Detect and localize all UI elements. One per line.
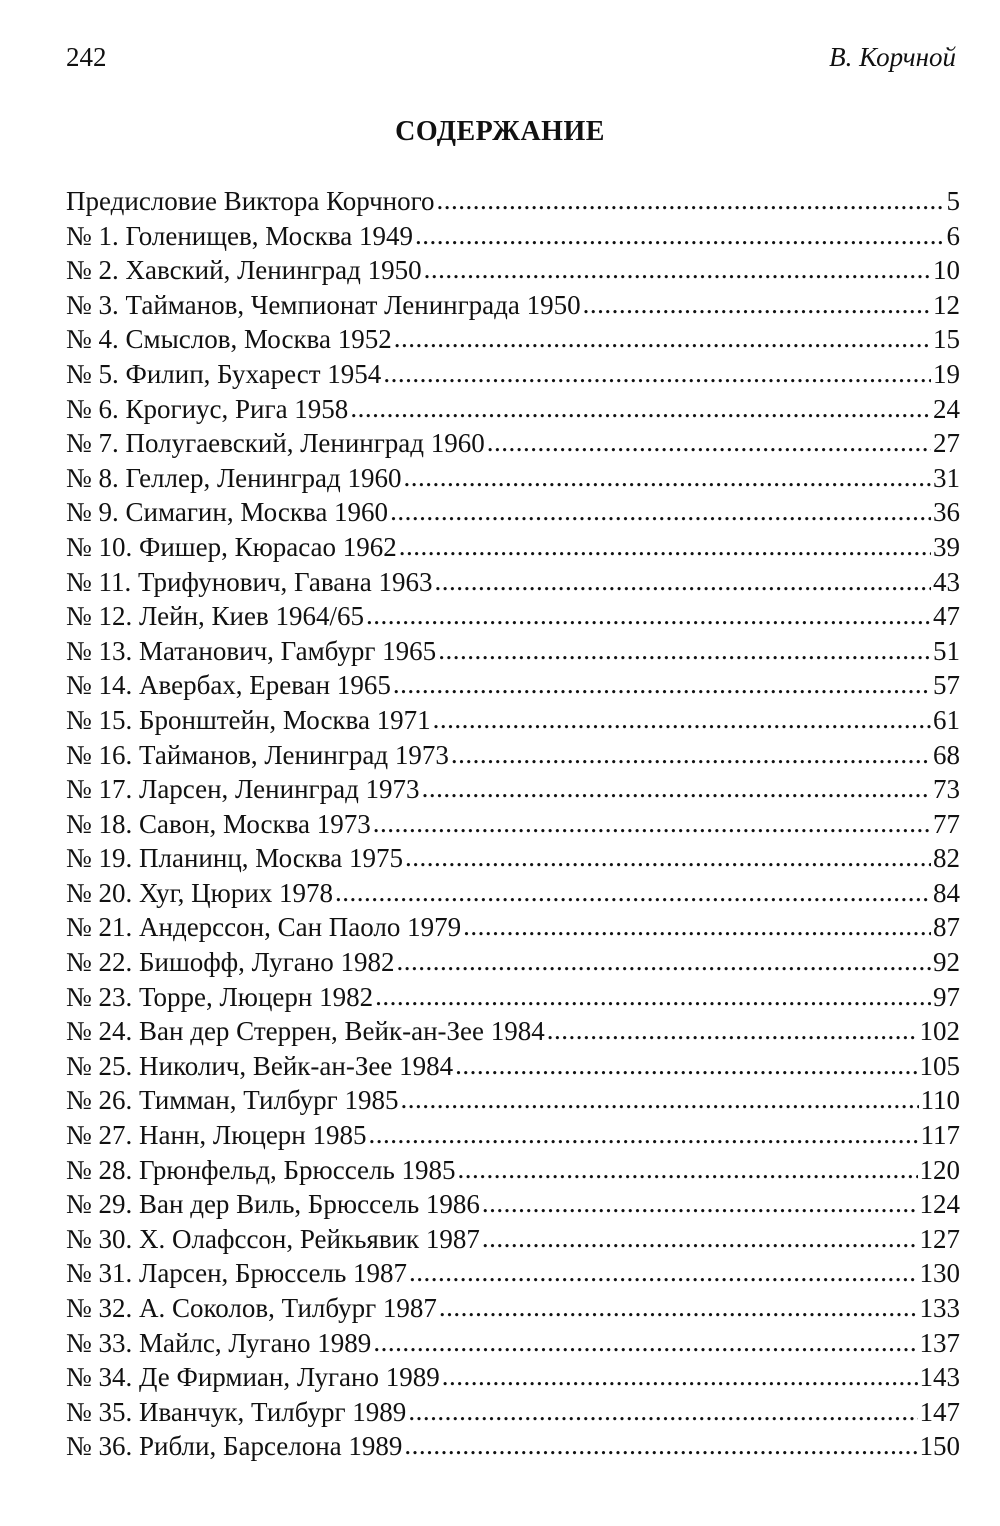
toc-entry-title: № 1. Голенищев, Москва 1949 <box>66 220 414 251</box>
dot-leader <box>390 494 931 529</box>
toc-entry[interactable] <box>66 1153 960 1188</box>
dot-leader <box>375 979 931 1014</box>
toc-entry-page: 110 <box>920 1085 960 1116</box>
toc-entry[interactable] <box>66 184 960 219</box>
toc-entry-page: 15 <box>933 324 960 355</box>
dot-leader <box>437 183 945 218</box>
toc-entry-title: № 34. Де Фирмиан, Лугано 1989 <box>66 1362 440 1393</box>
running-head-author: В. Корчной <box>829 42 956 72</box>
toc-entry-page: 24 <box>933 393 960 424</box>
toc-entry-title: № 9. Симагин, Москва 1960 <box>66 497 389 528</box>
toc-entry[interactable] <box>66 841 960 876</box>
toc-entry-title: № 26. Тимман, Тилбург 1985 <box>66 1085 399 1116</box>
toc-entry[interactable] <box>66 738 960 773</box>
dot-leader <box>383 356 931 391</box>
toc-heading: СОДЕРЖАНИЕ <box>395 116 605 147</box>
toc-entry-page: 150 <box>919 1431 960 1462</box>
toc-entry-title: № 35. Иванчук, Тилбург 1989 <box>66 1396 407 1427</box>
dot-leader <box>463 909 931 944</box>
toc-entry-page: 130 <box>919 1258 960 1289</box>
toc-entry[interactable] <box>66 1326 960 1361</box>
dot-leader <box>583 287 931 322</box>
toc-entry-page: 84 <box>933 877 960 908</box>
toc-entry[interactable] <box>66 599 960 634</box>
toc-entry-title: № 14. Авербах, Ереван 1965 <box>66 670 391 701</box>
toc-entry-title: № 8. Геллер, Ленинград 1960 <box>66 462 402 493</box>
toc-entry-page: 147 <box>919 1396 960 1427</box>
toc-entry-page: 105 <box>919 1050 960 1081</box>
toc-entry[interactable] <box>66 1083 960 1118</box>
toc-entry[interactable] <box>66 288 960 323</box>
dot-leader <box>400 1082 918 1117</box>
toc-entry-title: № 20. Хуг, Цюрих 1978 <box>66 877 334 908</box>
toc-entry[interactable] <box>66 668 960 703</box>
toc-entry-title: № 30. Х. Олафссон, Рейкьявик 1987 <box>66 1223 480 1254</box>
toc-entry[interactable] <box>66 1360 960 1395</box>
toc-entry-title: № 31. Ларсен, Брюссель 1987 <box>66 1258 408 1289</box>
dot-leader <box>373 1325 917 1360</box>
toc-entry-page: 19 <box>933 358 960 389</box>
dot-leader <box>442 1359 918 1394</box>
toc-entry-page: 10 <box>933 255 960 286</box>
toc-entry-page: 82 <box>933 843 960 874</box>
toc-entry-page: 43 <box>933 566 960 597</box>
toc-entry-page: 73 <box>933 774 960 805</box>
toc-entry[interactable] <box>66 1187 960 1222</box>
toc-entry-page: 5 <box>946 186 960 216</box>
toc-entry-title: № 18. Савон, Москва 1973 <box>66 808 371 839</box>
toc-entry-title: № 5. Филип, Бухарест 1954 <box>66 358 382 389</box>
toc-entry-page: 47 <box>933 601 960 632</box>
toc-entry-title: № 27. Нанн, Люцерн 1985 <box>66 1120 367 1151</box>
toc-entry[interactable] <box>66 357 960 392</box>
toc-entry-title: № 25. Николич, Вейк-ан-Зее 1984 <box>66 1050 454 1081</box>
toc-entry-page: 143 <box>919 1362 960 1393</box>
toc-entry-page: 133 <box>919 1293 960 1323</box>
dot-leader <box>455 1048 917 1083</box>
toc-entry[interactable] <box>66 1291 960 1326</box>
toc-entry-title: № 12. Лейн, Киев 1964/65 <box>66 601 364 632</box>
dot-leader <box>405 840 931 875</box>
dot-leader <box>366 598 931 633</box>
dot-leader <box>408 1394 917 1429</box>
toc-entry[interactable] <box>66 1395 960 1430</box>
toc-entry-title: № 4. Смыслов, Москва 1952 <box>66 324 392 355</box>
toc-entry[interactable] <box>66 392 960 427</box>
toc-entry-page: 39 <box>933 531 960 562</box>
toc-entry-title: № 16. Тайманов, Ленинград 1973 <box>66 739 449 770</box>
dot-leader <box>439 1290 918 1325</box>
toc-entry[interactable] <box>66 1256 960 1291</box>
toc-entry[interactable] <box>66 1429 960 1464</box>
toc-entry-page: 36 <box>933 497 960 528</box>
toc-entry-title: № 28. Грюнфельд, Брюссель 1985 <box>66 1154 456 1185</box>
dot-leader <box>403 460 931 495</box>
dot-leader <box>434 564 931 599</box>
toc-entry[interactable] <box>66 461 960 496</box>
toc-entry[interactable] <box>66 1222 960 1257</box>
toc-entry-page: 27 <box>933 428 960 459</box>
toc-entry[interactable] <box>66 980 960 1015</box>
toc-entry-title: № 19. Планинц, Москва 1975 <box>66 843 403 874</box>
dot-leader <box>424 252 931 287</box>
toc-entry-title: № 2. Хавский, Ленинград 1950 <box>66 255 422 286</box>
toc-entry[interactable] <box>66 253 960 288</box>
toc-entry-page: 51 <box>933 635 960 666</box>
dot-leader <box>438 633 931 668</box>
toc-entry[interactable] <box>66 426 960 461</box>
toc-entry-page: 57 <box>933 670 960 701</box>
dot-leader <box>373 806 931 841</box>
toc-entry-title: № 10. Фишер, Кюрасао 1962 <box>66 531 397 562</box>
toc-entry-page: 87 <box>933 912 960 943</box>
dot-leader <box>482 1221 918 1256</box>
toc-entry[interactable] <box>66 703 960 738</box>
toc-entry-title: № 23. Торре, Люцерн 1982 <box>66 981 374 1012</box>
toc-entry[interactable] <box>66 219 960 254</box>
toc-entry-title: № 11. Трифунович, Гавана 1963 <box>66 566 433 597</box>
toc-entry-page: 117 <box>920 1120 960 1151</box>
dot-leader <box>396 944 931 979</box>
toc-entry-title: № 7. Полугаевский, Ленинград 1960 <box>66 428 485 459</box>
dot-leader <box>404 1428 917 1463</box>
toc-entry-page: 92 <box>933 947 960 978</box>
toc-entry-page: 120 <box>919 1154 960 1185</box>
toc-entry[interactable] <box>66 1049 960 1084</box>
toc-entry[interactable] <box>66 910 960 945</box>
dot-leader <box>482 1186 918 1221</box>
toc-entry-title: № 3. Тайманов, Чемпионат Ленинграда 1950 <box>66 289 581 320</box>
dot-leader <box>409 1255 917 1290</box>
toc-entry[interactable] <box>66 772 960 807</box>
toc-entry-page: 68 <box>933 739 960 770</box>
toc-entry[interactable] <box>66 876 960 911</box>
dot-leader <box>399 529 931 564</box>
toc-entry-title: № 17. Ларсен, Ленинград 1973 <box>66 774 420 805</box>
toc-entry[interactable] <box>66 1014 960 1049</box>
toc-entry-title: № 21. Андерссон, Сан Паоло 1979 <box>66 912 462 943</box>
toc-entry-page: 61 <box>933 704 960 735</box>
dot-leader <box>458 1152 918 1187</box>
toc-entry-title: № 15. Бронштейн, Москва 1971 <box>66 704 431 735</box>
toc-entry-page: 6 <box>946 220 960 251</box>
page-number: 242 <box>66 42 107 72</box>
dot-leader <box>433 702 931 737</box>
toc-entry-title: Предисловие Виктора Корчного <box>66 186 435 216</box>
toc-entry-page: 124 <box>919 1189 960 1220</box>
toc-entry[interactable] <box>66 530 960 565</box>
toc-entry-page: 77 <box>933 808 960 839</box>
toc-entry[interactable] <box>66 322 960 357</box>
toc-entry-page: 97 <box>933 981 960 1012</box>
dot-leader <box>350 391 931 426</box>
toc-entry-title: № 29. Ван дер Виль, Брюссель 1986 <box>66 1189 480 1220</box>
toc-entry-title: № 32. А. Соколов, Тилбург 1987 <box>66 1293 437 1323</box>
dot-leader <box>394 321 931 356</box>
dot-leader <box>451 737 931 772</box>
toc-entry-title: № 13. Матанович, Гамбург 1965 <box>66 635 437 666</box>
toc-entry[interactable] <box>66 634 960 669</box>
dot-leader <box>487 425 931 460</box>
dot-leader <box>547 1013 918 1048</box>
toc-entry-page: 31 <box>933 462 960 493</box>
toc-entry[interactable] <box>66 945 960 980</box>
toc-entry-page: 127 <box>919 1223 960 1254</box>
toc-entry[interactable] <box>66 807 960 842</box>
table-of-contents <box>66 184 960 1464</box>
toc-entry[interactable] <box>66 1118 960 1153</box>
dot-leader <box>369 1117 919 1152</box>
toc-entry-page: 12 <box>933 289 960 320</box>
toc-entry-title: № 24. Ван дер Стеррен, Вейк-ан-Зее 1984 <box>66 1016 545 1047</box>
toc-entry-page: 137 <box>919 1327 960 1358</box>
toc-entry-title: № 33. Майлс, Лугано 1989 <box>66 1327 372 1358</box>
toc-entry-title: № 22. Бишофф, Лугано 1982 <box>66 947 395 978</box>
toc-entry-title: № 36. Рибли, Барселона 1989 <box>66 1431 403 1462</box>
dot-leader <box>335 875 931 910</box>
toc-entry-page: 102 <box>919 1016 960 1047</box>
toc-entry[interactable] <box>66 565 960 600</box>
toc-entry-title: № 6. Крогиус, Рига 1958 <box>66 393 349 424</box>
toc-entry[interactable] <box>66 495 960 530</box>
dot-leader <box>393 667 931 702</box>
dot-leader <box>415 218 944 253</box>
dot-leader <box>422 771 931 806</box>
